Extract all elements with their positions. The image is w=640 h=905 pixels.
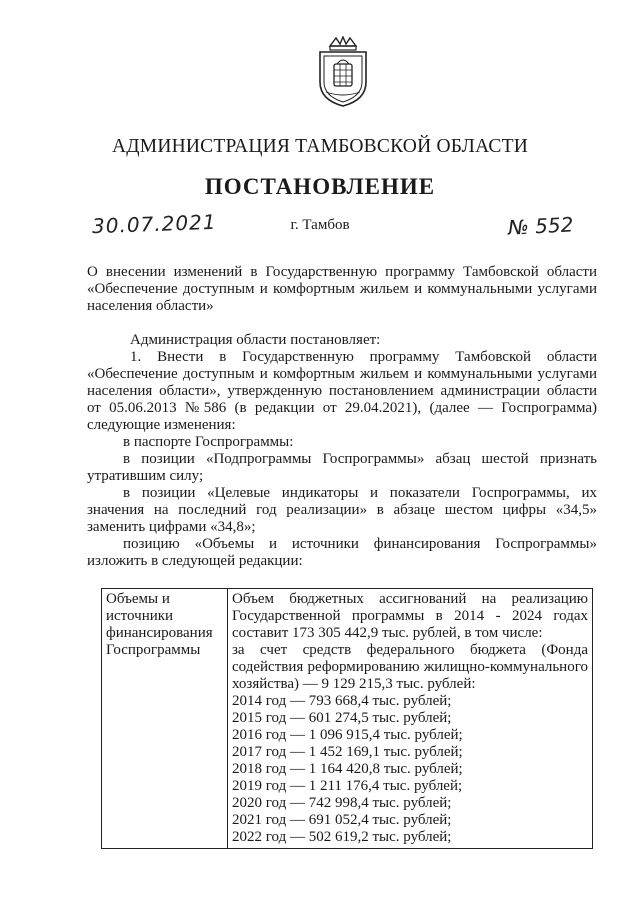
document-body	[87, 332, 597, 570]
funding-year: 2014 год — 793 668,4 тыс. рублей;	[232, 693, 452, 709]
document-subject: О внесении изменений в Государственную программу Тамбовской области «Обеспечение доступным и комфортным жильем и коммунальными услугами населения области»	[87, 264, 597, 314]
funding-intro: Объем бюджетных ассигнований на реализацию Государственной программы в 2014 - 2024 годах составит 173 305 442,9 тыс. рублей, в том числе:	[232, 591, 588, 641]
handwritten-number: № 552	[507, 212, 574, 240]
paragraph: в позиции «Целевые индикаторы и показатели Госпрограммы, их значения на последний год реализации» в абзаце шестом цифры «34,5» заменить цифрами «34,8»;	[87, 485, 597, 535]
paragraph: 1. Внести в Государственную программу Тамбовской области «Обеспечение доступным и комфортным жильем и коммунальными услугами населения области», утвержденную постановлением администрации области от 05.06.2013 №586 (в редакции от 29.04.2021), (далее — Госпрограмма) следующие изменения:	[87, 349, 597, 433]
funding-year: 2021 год — 691 052,4 тыс. рублей;	[232, 812, 452, 828]
paragraph: в паспорте Госпрограммы:	[123, 434, 294, 450]
city: г. Тамбов	[290, 217, 350, 233]
funding-year: 2018 год — 1 164 420,8 тыс. рублей;	[232, 761, 463, 777]
funding-year: 2016 год — 1 096 915,4 тыс. рублей;	[232, 727, 463, 743]
table-row	[102, 589, 593, 849]
coat-of-arms-icon	[316, 36, 370, 108]
funding-federal: за счет средств федерального бюджета (Фонда содействия реформированию жилищно-коммунального хозяйства) — 9 129 215,3 тыс. рублей:	[232, 642, 588, 692]
funding-table	[101, 588, 593, 849]
table-cell-label: Объемы и источники финансирования Госпрограммы	[102, 589, 228, 849]
funding-year: 2020 год — 742 998,4 тыс. рублей;	[232, 795, 452, 811]
funding-year: 2022 год — 502 619,2 тыс. рублей;	[232, 829, 452, 845]
paragraph: позицию «Объемы и источники финансирования Госпрограммы» изложить в следующей редакции:	[87, 536, 597, 569]
paragraph: в позиции «Подпрограммы Госпрограммы» абзац шестой признать утратившим силу;	[87, 451, 597, 484]
funding-year: 2017 год — 1 452 169,1 тыс. рублей;	[232, 744, 463, 760]
table-cell-content	[228, 589, 593, 849]
funding-year: 2019 год — 1 211 176,4 тыс. рублей;	[232, 778, 463, 794]
paragraph: Администрация области постановляет:	[130, 332, 381, 348]
handwritten-date: 30.07.2021	[91, 209, 217, 239]
document-type: ПОСТАНОВЛЕНИЕ	[204, 174, 436, 199]
funding-year: 2015 год — 601 274,5 тыс. рублей;	[232, 710, 452, 726]
organization-name: АДМИНИСТРАЦИЯ ТАМБОВСКОЙ ОБЛАСТИ	[112, 136, 528, 157]
